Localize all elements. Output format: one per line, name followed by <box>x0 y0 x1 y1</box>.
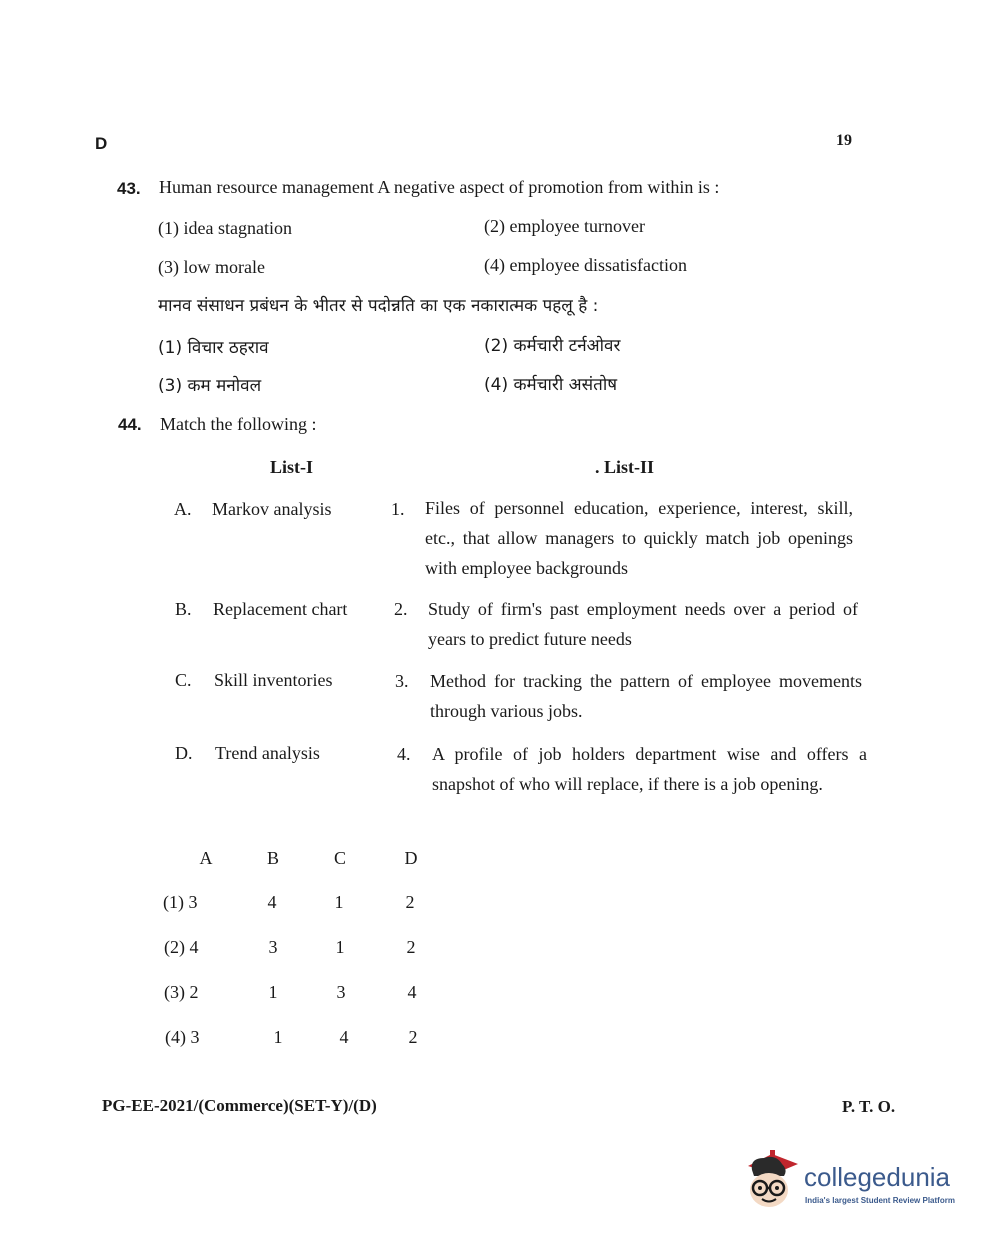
option-2: (2) employee turnover <box>484 216 645 236</box>
option-1-hindi: (1) विचार ठहराव <box>158 338 269 358</box>
answer-option-label: (4) 3 <box>165 1027 200 1047</box>
answer-header-b: B <box>266 848 279 868</box>
list-2-item: Study of firm's past employment needs over a period of years to predict future needs <box>428 599 858 649</box>
question-text: Human resource management A negative aspect of promotion from within is : <box>159 177 720 197</box>
list-2-header: . List-II <box>595 457 655 477</box>
footer-pto: P. T. O. <box>842 1097 896 1116</box>
watermark-tagline: India's largest Student Review Platform <box>805 1196 955 1205</box>
option-3-hindi: (3) कम मनोवल <box>158 376 262 396</box>
answer-value: 2 <box>408 1027 418 1047</box>
list-1-letter: C. <box>175 670 192 690</box>
list-2-number: 4. <box>397 744 411 764</box>
answer-value: 1 <box>273 1027 283 1047</box>
answer-value: 1 <box>268 982 278 1002</box>
option-2-hindi: (2) कर्मचारी टर्नओवर <box>484 336 621 356</box>
list-1-item: Trend analysis <box>215 743 320 763</box>
answer-header-d: D <box>404 848 418 868</box>
question-number: 44. <box>118 415 142 434</box>
question-text: Match the following : <box>160 414 317 434</box>
list-1-item: Skill inventories <box>214 670 333 690</box>
answer-value: 1 <box>334 892 344 912</box>
answer-value: 3 <box>336 982 346 1002</box>
option-4-hindi: (4) कर्मचारी असंतोष <box>484 375 618 395</box>
watermark-brand: collegedunia <box>804 1162 951 1192</box>
list-2-number: 2. <box>394 599 408 619</box>
answer-value: 4 <box>339 1027 349 1047</box>
answer-option-label: (1) 3 <box>163 892 198 912</box>
page-number: 19 <box>836 132 852 149</box>
list-2-number: 3. <box>395 671 409 691</box>
answer-value: 1 <box>335 937 345 957</box>
answer-header-c: C <box>333 848 346 868</box>
list-2-item: A profile of job holders department wise and offers a snapshot of who will replace, if there is a job opening. <box>432 744 867 794</box>
list-2-item: Method for tracking the pattern of employee movements through various jobs. <box>430 671 862 721</box>
list-1-letter: B. <box>175 599 192 619</box>
footer-exam-code: PG-EE-2021/(Commerce)(SET-Y)/(D) <box>102 1096 377 1115</box>
list-2-number: 1. <box>391 499 405 519</box>
list-1-item: Replacement chart <box>213 599 348 619</box>
answer-value: 3 <box>268 937 278 957</box>
answer-value: 4 <box>407 982 417 1002</box>
answer-option-label: (3) 2 <box>164 982 199 1002</box>
option-4: (4) employee dissatisfaction <box>484 255 687 275</box>
option-1: (1) idea stagnation <box>158 218 292 238</box>
list-1-item: Markov analysis <box>212 499 332 519</box>
question-text-hindi: मानव संसाधन प्रबंधन के भीतर से पदोन्नति का एक नकारात्मक पहलू है : <box>158 296 599 316</box>
answer-header-a: A <box>199 848 213 868</box>
question-number: 43. <box>117 179 141 198</box>
answer-value: 2 <box>406 937 416 957</box>
answer-option-label: (2) 4 <box>164 937 199 957</box>
list-1-letter: D. <box>175 743 193 763</box>
answer-value: 4 <box>267 892 277 912</box>
collegedunia-mascot-icon <box>742 1148 804 1214</box>
option-3: (3) low morale <box>158 257 265 277</box>
list-1-letter: A. <box>174 499 192 519</box>
list-2-item: Files of personnel education, experience, interest, skill, etc., that allow managers to quickly match job openings with employee backgrounds <box>425 498 853 578</box>
list-1-header: List-I <box>270 457 314 477</box>
collegedunia-watermark <box>742 1148 972 1218</box>
set-letter: D <box>95 134 108 153</box>
answer-value: 2 <box>405 892 415 912</box>
